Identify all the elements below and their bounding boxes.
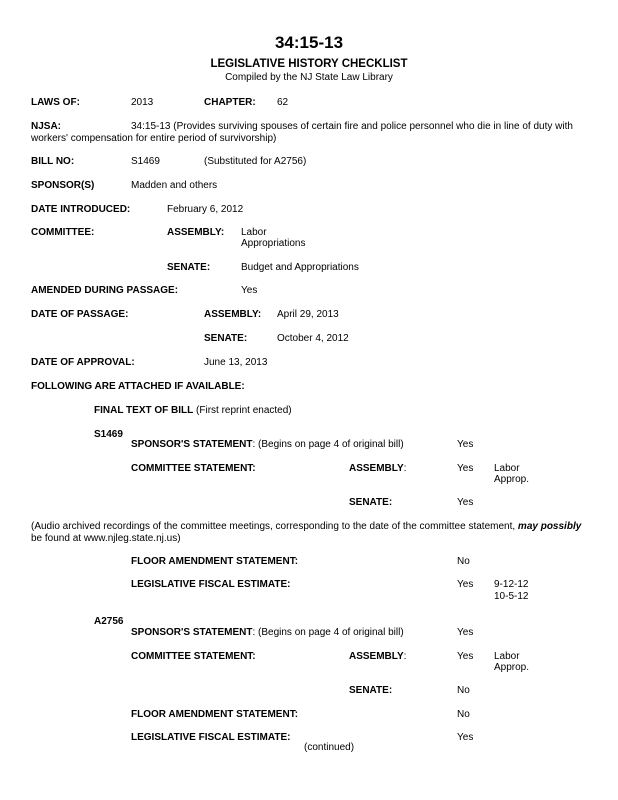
- s1469-fiscal-value: Yes: [457, 579, 474, 590]
- s1469-assembly-colon: :: [403, 463, 407, 474]
- s1469-fiscal-note2: 10-5-12: [494, 591, 529, 602]
- final-text-note: (First reprint enacted): [196, 405, 292, 416]
- a2756-committee-label: COMMITTEE STATEMENT:: [131, 651, 256, 662]
- sponsor-label: SPONSOR(S): [31, 180, 95, 191]
- committee-label: COMMITTEE:: [31, 227, 95, 238]
- committee-assembly-label: ASSEMBLY:: [167, 227, 225, 238]
- continued-note: (continued): [304, 742, 355, 753]
- committee-senate-value: Budget and Appropriations: [241, 262, 359, 273]
- date-of-approval-label: DATE OF APPROVAL:: [31, 357, 135, 368]
- a2756-fiscal-value: Yes: [457, 732, 474, 743]
- checklist-title: LEGISLATIVE HISTORY CHECKLIST: [210, 58, 408, 70]
- final-text-label: FINAL TEXT OF BILL: [94, 405, 194, 416]
- audio-note-line2: be found at www.njleg.state.nj.us): [31, 533, 181, 544]
- a2756-sponsor-note: : (Begins on page 4 of original bill): [252, 627, 404, 638]
- passage-senate-value: October 4, 2012: [277, 333, 349, 344]
- s1469-floor-value: No: [457, 556, 470, 567]
- audio-note-line1: [31, 521, 581, 533]
- a2756-sponsor-label: SPONSOR'S STATEMENT: [131, 627, 253, 638]
- audio-note-emphasis: may possibly: [517, 521, 582, 532]
- bill-no-value: S1469: [131, 156, 160, 167]
- passage-assembly-label: ASSEMBLY:: [204, 309, 262, 320]
- laws-of-year: 2013: [131, 97, 154, 108]
- njsa-label: NJSA:: [31, 121, 62, 132]
- s1469-bill-label: S1469: [94, 429, 123, 440]
- compiled-by: Compiled by the NJ State Law Library: [225, 72, 393, 83]
- s1469-assembly-note2: Approp.: [494, 474, 530, 485]
- s1469-sponsor-value: Yes: [457, 439, 474, 450]
- attached-heading: FOLLOWING ARE ATTACHED IF AVAILABLE:: [31, 381, 245, 392]
- date-introduced-value: February 6, 2012: [167, 204, 244, 215]
- s1469-floor-label: FLOOR AMENDMENT STATEMENT:: [131, 556, 299, 567]
- njsa-line1: 34:15-13 (Provides surviving spouses of certain fire and police personnel who die in line of duty with: [131, 121, 573, 132]
- amended-label: AMENDED DURING PASSAGE:: [31, 285, 179, 296]
- a2756-assembly-note1: Labor: [494, 651, 520, 662]
- a2756-bill-label: A2756: [94, 616, 124, 627]
- a2756-senate-label: SENATE:: [349, 685, 393, 696]
- a2756-sponsor-value: Yes: [457, 627, 474, 638]
- s1469-sponsor-statement: [131, 439, 404, 451]
- amended-value: Yes: [241, 285, 258, 296]
- s1469-assembly-label-wrap: [349, 463, 406, 475]
- chapter-label: CHAPTER:: [204, 97, 256, 108]
- a2756-assembly-label-wrap: [349, 651, 406, 663]
- committee-senate-label: SENATE:: [167, 262, 211, 273]
- a2756-floor-label: FLOOR AMENDMENT STATEMENT:: [131, 709, 299, 720]
- s1469-senate-value: Yes: [457, 497, 474, 508]
- s1469-assembly-note1: Labor: [494, 463, 520, 474]
- committee-assembly-2: Appropriations: [241, 238, 306, 249]
- date-of-passage-label: DATE OF PASSAGE:: [31, 309, 129, 320]
- s1469-fiscal-note1: 9-12-12: [494, 579, 529, 590]
- a2756-assembly-value: Yes: [457, 651, 474, 662]
- audio-note-prefix: (Audio archived recordings of the committee meetings, corresponding to the date of the committee statement,: [31, 521, 518, 532]
- sponsor-value: Madden and others: [131, 180, 218, 191]
- a2756-floor-value: No: [457, 709, 470, 720]
- a2756-assembly-colon: :: [403, 651, 407, 662]
- njsa-line2: workers' compensation for entire period of survivorship): [31, 133, 277, 144]
- passage-assembly-value: April 29, 2013: [277, 309, 339, 320]
- s1469-senate-label: SENATE:: [349, 497, 393, 508]
- date-of-approval-value: June 13, 2013: [204, 357, 268, 368]
- laws-of-label: LAWS OF:: [31, 97, 80, 108]
- a2756-assembly-label: ASSEMBLY: [349, 651, 404, 662]
- date-introduced-label: DATE INTRODUCED:: [31, 204, 131, 215]
- s1469-committee-label: COMMITTEE STATEMENT:: [131, 463, 256, 474]
- s1469-assembly-label: ASSEMBLY: [349, 463, 404, 474]
- s1469-fiscal-label: LEGISLATIVE FISCAL ESTIMATE:: [131, 579, 291, 590]
- committee-assembly-1: Labor: [241, 227, 267, 238]
- bill-no-label: BILL NO:: [31, 156, 75, 167]
- s1469-assembly-value: Yes: [457, 463, 474, 474]
- bill-no-substitution: (Substituted for A2756): [204, 156, 307, 167]
- a2756-sponsor-statement: [131, 627, 404, 639]
- passage-senate-label: SENATE:: [204, 333, 248, 344]
- final-text-line: [94, 405, 292, 417]
- s1469-sponsor-note: : (Begins on page 4 of original bill): [252, 439, 404, 450]
- s1469-sponsor-label: SPONSOR'S STATEMENT: [131, 439, 253, 450]
- a2756-assembly-note2: Approp.: [494, 662, 530, 673]
- a2756-senate-value: No: [457, 685, 470, 696]
- a2756-fiscal-label: LEGISLATIVE FISCAL ESTIMATE:: [131, 732, 291, 743]
- statute-title: 34:15-13: [274, 33, 344, 52]
- chapter-value: 62: [277, 97, 289, 108]
